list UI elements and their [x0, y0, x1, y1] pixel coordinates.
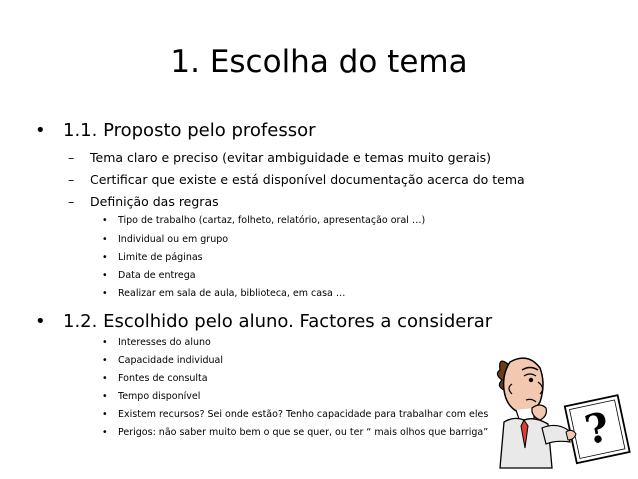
subitem-text: Definição das regras — [90, 194, 219, 209]
detail-text: Interesses do aluno — [118, 337, 211, 348]
section-heading-text: 1.2. Escolhido pelo aluno. Factores a considerar — [63, 311, 493, 332]
dash-marker: – — [68, 194, 75, 209]
section-heading-text: 1.1. Proposto pelo professor — [63, 120, 316, 141]
detail-text: Data de entrega — [118, 270, 196, 281]
dash-marker: – — [68, 172, 75, 187]
subitem-text: Certificar que existe e está disponível documentação acerca do tema — [90, 172, 525, 187]
bullet-marker: • — [102, 373, 108, 384]
thinking-person-question-mark-icon — [490, 350, 632, 470]
question-mark-text: ? — [580, 403, 614, 455]
bullet-marker: • — [102, 215, 108, 226]
detail-text: Realizar em sala de aula, biblioteca, em casa … — [118, 288, 346, 299]
bullet-marker: • — [102, 427, 108, 438]
detail-text: Individual ou em grupo — [118, 234, 229, 245]
detail-text: Capacidade individual — [118, 355, 224, 366]
bullet-marker: • — [35, 120, 46, 141]
slide-title: 1. Escolha do tema — [170, 44, 468, 80]
detail-text: Tempo disponível — [118, 391, 201, 402]
detail-text: Fontes de consulta — [118, 373, 208, 384]
bullet-marker: • — [102, 234, 108, 245]
dash-marker: – — [68, 150, 75, 165]
detail-text: Existem recursos? Sei onde estão? Tenho capacidade para trabalhar com eles — [118, 409, 489, 420]
subitem-text: Tema claro e preciso (evitar ambiguidade e temas muito gerais) — [90, 150, 491, 165]
detail-text: Tipo de trabalho (cartaz, folheto, relatório, apresentação oral …) — [118, 215, 426, 226]
detail-text: Perigos: não saber muito bem o que se quer, ou ter “ mais olhos que barriga” — [118, 427, 489, 438]
bullet-marker: • — [102, 270, 108, 281]
bullet-marker: • — [102, 355, 108, 366]
detail-text: Limite de páginas — [118, 252, 203, 263]
bullet-marker: • — [102, 288, 108, 299]
bullet-marker: • — [35, 311, 46, 332]
bullet-marker: • — [102, 337, 108, 348]
bullet-marker: • — [102, 252, 108, 263]
bullet-marker: • — [102, 391, 108, 402]
bullet-marker: • — [102, 409, 108, 420]
